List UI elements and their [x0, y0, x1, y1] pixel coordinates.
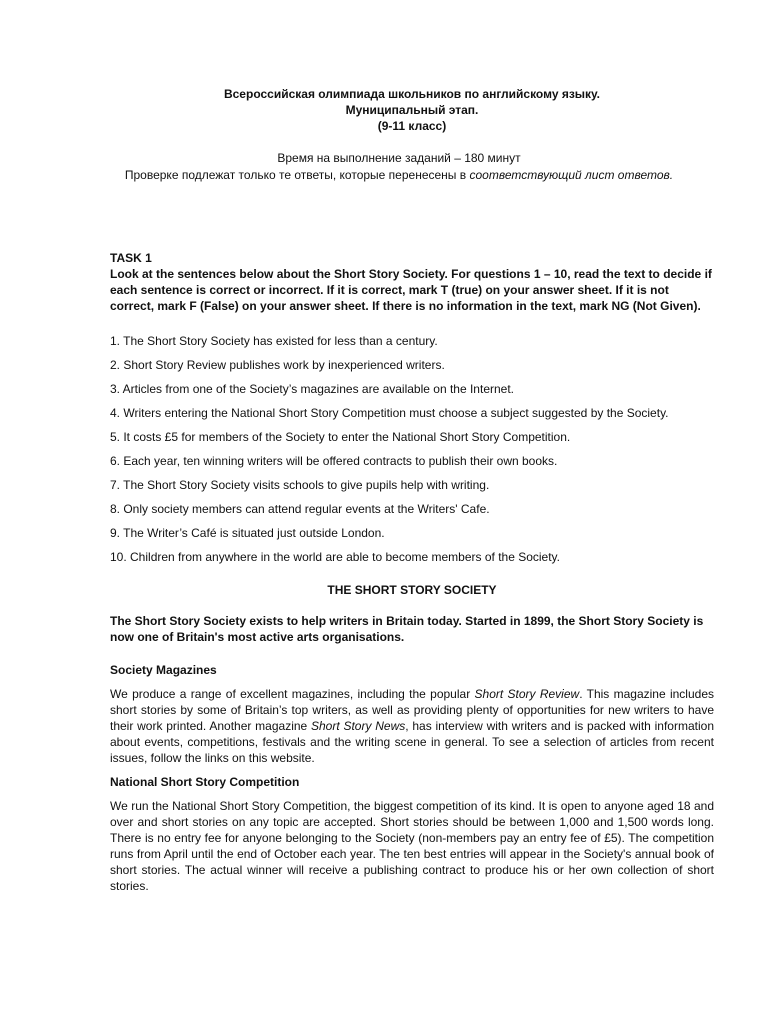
question-item: 3. Articles from one of the Society’s magazines are available on the Internet.: [110, 382, 515, 396]
time-limit-note: Время на выполнение заданий – 180 минут: [277, 151, 521, 165]
task-1-block: [110, 250, 714, 314]
question-item: 9. The Writer’s Café is situated just outside London.: [110, 526, 385, 540]
magazine-name-news: Short Story News: [310, 719, 406, 733]
question-item: 4. Writers entering the National Short Story Competition must choose a subject suggested by the Society.: [110, 406, 669, 420]
competition-paragraph: We run the National Short Story Competition, the biggest competition of its kind. It is open to anyone aged 18 and over and short stories on any topic are accepted. Short stories should be between 1,000 and 1,500 words long. There is no entry fee for anyone belonging to the Society (non-members pay an entry fee of £5). The competition runs from April until the end of October each year. The ten best entries will appear in the Society's annual book of short stories. The actual winner will receive a publishing contract to produce his or her own collection of short stories.: [110, 799, 714, 893]
question-list: [110, 333, 714, 565]
header-grades: (9-11 класс): [377, 119, 447, 133]
header-stage: Муниципальный этап.: [345, 103, 479, 117]
document-subheader: [0, 150, 768, 184]
competition-heading: National Short Story Competition: [110, 775, 300, 789]
question-item: 5. It costs £5 for members of the Society to enter the National Short Story Competition.: [110, 430, 571, 444]
question-item: 7. The Short Story Society visits schools to give pupils help with writing.: [110, 478, 490, 492]
magazine-name-review: Short Story Review: [474, 687, 580, 701]
text-intro-paragraph: The Short Story Society exists to help writers in Britain today. Started in 1899, the Short Story Society is now one of Britain's most active arts organisations.: [110, 614, 704, 644]
magazines-heading: Society Magazines: [110, 663, 217, 677]
question-item: 2. Short Story Review publishes work by inexperienced writers.: [110, 358, 445, 372]
question-item: 1. The Short Story Society has existed for less than a century.: [110, 334, 438, 348]
question-item: 8. Only society members can attend regular events at the Writers' Cafe.: [110, 502, 490, 516]
answer-sheet-note-italic: соответствующий лист ответов.: [469, 168, 674, 182]
answer-sheet-note: [60, 167, 738, 184]
document-header: [0, 0, 768, 134]
magazines-text-3: , has interview with writers and is packed with information about events, competitions, festivals and the writing scene in general. To see a selection of articles from recent issues, follow the links on this website.: [110, 719, 714, 765]
header-olympiad-title: Всероссийская олимпиада школьников по английскому языку.: [223, 87, 601, 101]
answer-sheet-note-text: Проверке подлежат только те ответы, которые перенесены в: [124, 168, 470, 182]
task-instructions: Look at the sentences below about the Short Story Society. For questions 1 – 10, read the text to decide if each sentence is correct or incorrect. If it is correct, mark T (true) on your answer sheet. If it is not correct, mark F (False) on your answer sheet. If there is no information in the text, mark NG (Not Given).: [110, 267, 712, 313]
magazines-text-2: . This magazine includes short stories by some of Britain’s top writers, as well as providing plenty of opportunities for new writers to have their work printed. Another magazine: [110, 687, 714, 733]
task-title: TASK 1: [110, 251, 152, 265]
question-item: 10. Children from anywhere in the world are able to become members of the Society.: [110, 550, 560, 564]
magazines-paragraph: [110, 686, 714, 766]
magazines-text-1: We produce a range of excellent magazines, including the popular: [110, 687, 475, 701]
text-section-title: THE SHORT STORY SOCIETY: [327, 583, 497, 597]
question-item: 6. Each year, ten winning writers will be offered contracts to publish their own books.: [110, 454, 558, 468]
